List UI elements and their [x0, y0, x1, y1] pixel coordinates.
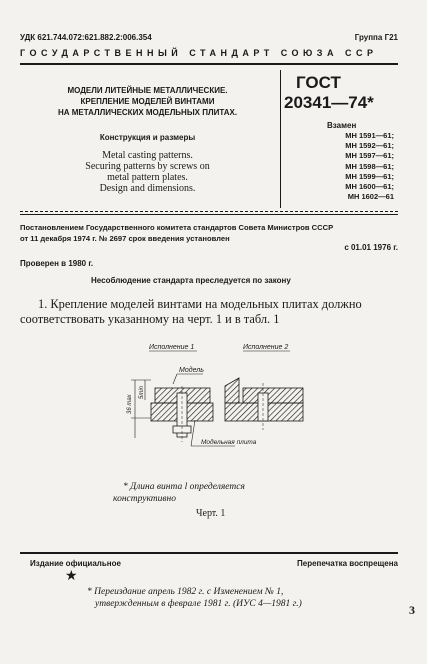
model-block	[243, 388, 303, 403]
replaces-item: МН 1600—61;	[345, 182, 394, 192]
title-ru-line: НА МЕТАЛЛИЧЕСКИХ МОДЕЛЬНЫХ ПЛИТАХ.	[57, 108, 238, 117]
title-ru	[30, 85, 265, 118]
effective-date: с 01.01 1976 г.	[344, 243, 398, 252]
decree-line: Постановлением Государственного комитета стандартов Совета Министров СССР	[20, 223, 334, 232]
group-code: Группа Г21	[354, 33, 398, 42]
title-en-line: metal pattern plates.	[107, 172, 188, 183]
reprint-note	[87, 586, 302, 610]
title-en-line: Metal casting patterns.	[102, 150, 193, 161]
page-number: 3	[409, 603, 415, 617]
gost-label: ГОСТ	[296, 73, 341, 92]
dimension-min: 5min	[139, 385, 145, 399]
decree-text	[20, 222, 333, 244]
note-line: * Переиздание апрель 1982 г. с Изменением № 1,	[87, 587, 284, 597]
leader-line	[173, 374, 177, 384]
dimension-max: 36 max	[127, 394, 133, 414]
replaces-label: Взамен	[327, 121, 357, 130]
note-line: утвержденным в феврале 1981 г. (ИУС 4—1981 г.)	[95, 599, 302, 609]
subtitle-ru: Конструкция и размеры	[99, 133, 196, 142]
model-block	[225, 378, 239, 403]
footnote-line: * Длина винта l определяется	[123, 482, 245, 492]
gost-number: 20341—74*	[284, 93, 374, 112]
decree-line: от 11 декабря 1974 г. № 2697 срок введения установлен	[20, 234, 230, 243]
reprint-prohibited: Перепечатка воспрещена	[297, 559, 398, 568]
replaces-item: МН 1599—61;	[345, 171, 394, 181]
title-ru-line: КРЕПЛЕНИЕ МОДЕЛЕЙ ВИНТАМИ	[80, 97, 215, 106]
title-ru-line: МОДЕЛИ ЛИТЕЙНЫЕ МЕТАЛЛИЧЕСКИЕ.	[67, 86, 228, 95]
title-separator	[280, 70, 281, 208]
replaces-item: МН 1602—61	[347, 192, 394, 202]
figure-footnote	[113, 481, 245, 505]
footnote-line: конструктивно	[113, 494, 176, 504]
leader-line	[191, 420, 195, 446]
checked-year: Проверен в 1980 г.	[20, 259, 94, 268]
figure-caption: Черт. 1	[196, 508, 226, 519]
divider	[20, 552, 398, 554]
star-icon: ★	[65, 567, 78, 583]
replaces-item: МН 1591—61;	[345, 131, 394, 140]
clause-1	[20, 297, 362, 327]
figure-drawing	[115, 338, 305, 463]
replaces-item: МН 1598—61;	[345, 161, 394, 171]
title-en-line: Securing patterns by screws on	[85, 161, 210, 172]
clause-line: соответствовать указанному на черт. 1 и в табл. 1	[20, 312, 280, 326]
legal-warning: Несоблюдение стандарта преследуется по закону	[91, 276, 291, 285]
divider	[20, 211, 398, 212]
label-model: Модель	[179, 367, 204, 374]
replaces-item: МН 1592—61;	[345, 141, 394, 151]
divider	[20, 63, 398, 65]
screw	[258, 393, 268, 421]
replaces-item: МН 1597—61;	[345, 151, 394, 161]
label-version-2: Исполнение 2	[243, 344, 289, 351]
clause-line: 1. Крепление моделей винтами на модельных плитах должно	[38, 297, 362, 311]
title-en-line: Design and dimensions.	[99, 183, 196, 194]
udk-code: УДК 621.744.072:621.882.2:006.354	[20, 33, 152, 42]
title-en	[30, 150, 265, 194]
label-version-1: Исполнение 1	[149, 344, 195, 351]
state-standard-banner: ГОСУДАРСТВЕННЫЙ СТАНДАРТ СОЮЗА ССР	[20, 48, 378, 58]
divider	[20, 214, 398, 215]
label-plate: Модельная плита	[201, 439, 257, 446]
official-edition: Издание официальное	[30, 559, 121, 568]
replaces-list	[300, 131, 394, 202]
